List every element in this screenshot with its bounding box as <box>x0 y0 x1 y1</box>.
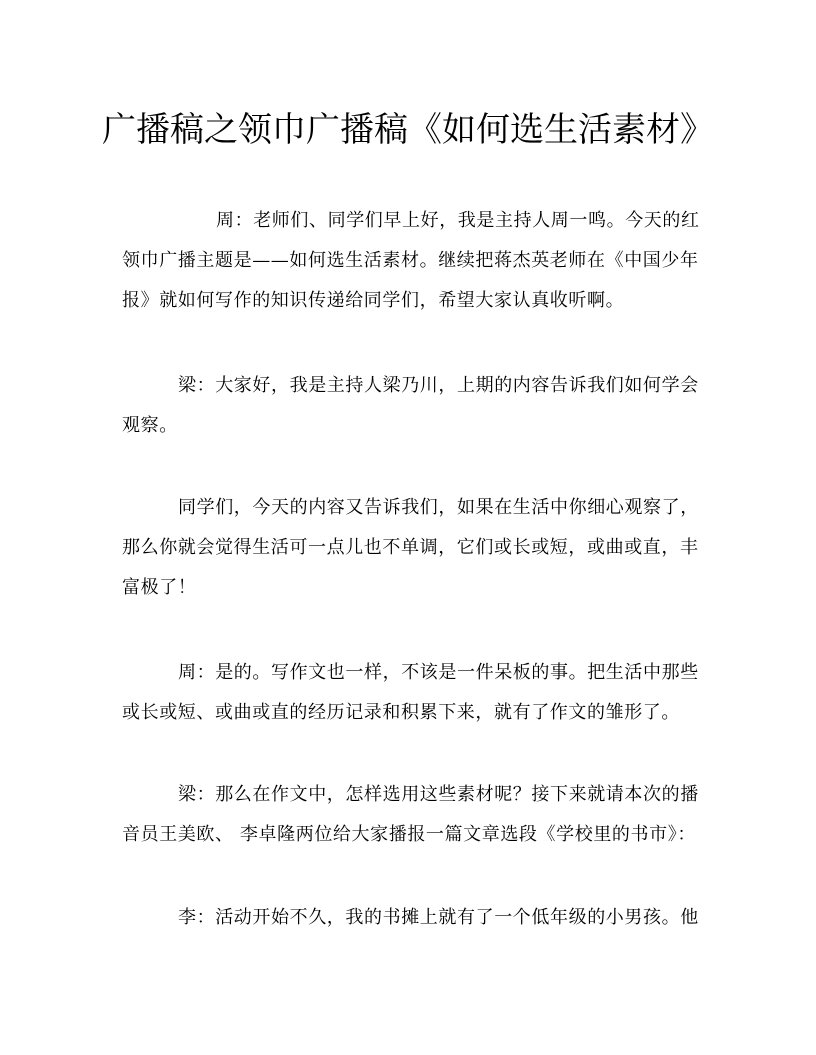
paragraph-line: 或长或短、或曲或直的经历记录和积累下来，就有了作文的雏形了。 <box>122 702 680 723</box>
paragraph-line: 梁：大家好，我是主持人梁乃川，上期的内容告诉我们如何学会 <box>178 375 699 396</box>
paragraph-4 <box>122 653 702 733</box>
paragraph-3 <box>122 488 702 608</box>
paragraph-line: 观察。 <box>122 415 178 436</box>
paragraph-2 <box>122 366 702 446</box>
paragraph-line: 报》就如何写作的知识传递给同学们，希望大家认真收听啊。 <box>122 290 625 311</box>
paragraph-1 <box>122 201 702 321</box>
paragraph-line: 富极了！ <box>122 577 197 598</box>
document-title: 广播稿之领巾广播稿《如何选生活素材》 <box>102 110 714 150</box>
paragraph-5 <box>122 775 702 855</box>
paragraph-line: 周：是的。写作文也一样，不该是一件呆板的事。把生活中那些 <box>178 662 699 683</box>
paragraph-line: 同学们，今天的内容又告诉我们，如果在生活中你细心观察了， <box>178 497 699 518</box>
paragraph-6 <box>122 898 702 938</box>
paragraph-line: 领巾广播主题是——如何选生活素材。继续把蒋杰英老师在《中国少年 <box>122 250 699 271</box>
paragraph-line: 周：老师们、同学们早上好，我是主持人周一鸣。今天的红 <box>216 210 700 231</box>
paragraph-line: 李：活动开始不久，我的书摊上就有了一个低年级的小男孩。他 <box>178 907 699 928</box>
paragraph-line: 梁：那么在作文中，怎样选用这些素材呢？接下来就请本次的播 <box>178 784 699 805</box>
paragraph-line: 音员王美欧、 李卓隆两位给大家播报一篇文章选段《学校里的书市》： <box>122 824 696 845</box>
paragraph-line: 那么你就会觉得生活可一点儿也不单调，它们或长或短，或曲或直，丰 <box>122 537 699 558</box>
